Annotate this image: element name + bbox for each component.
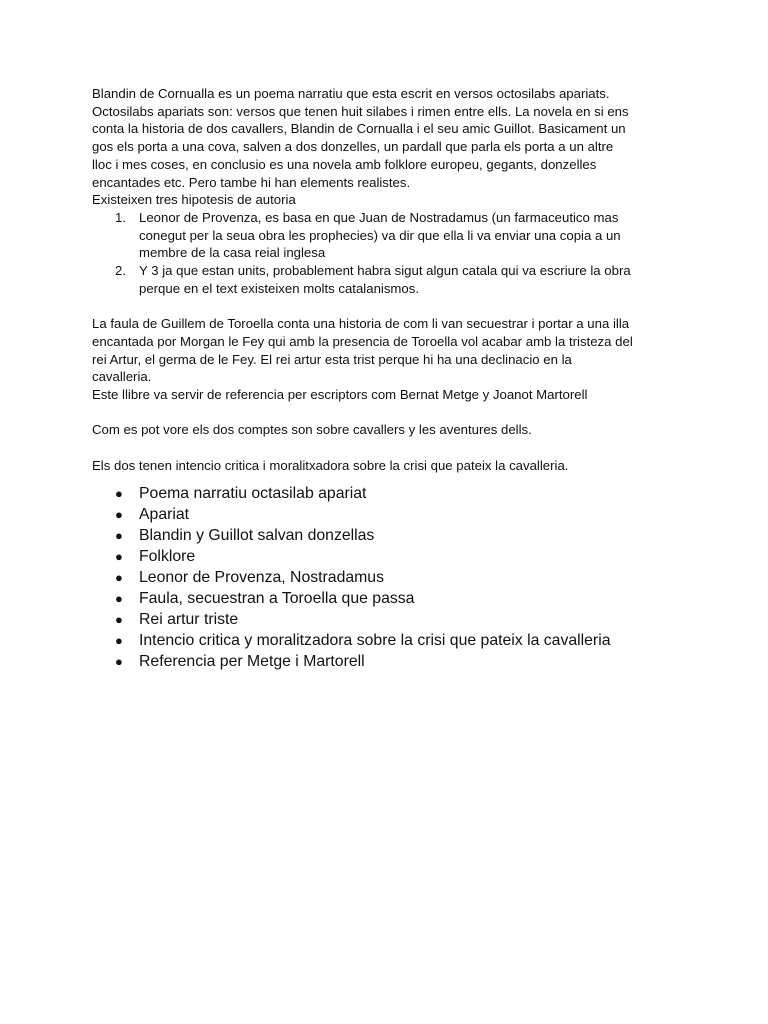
bullet-text: Leonor de Provenza, Nostradamus: [139, 569, 384, 587]
list-number: 1.: [115, 209, 126, 225]
text-line: cavalleria.: [92, 369, 152, 385]
text-line: Octosilabs apariats son: versos que tenen huit silabes i rimen entre ells. La novela en si ens: [92, 103, 629, 119]
text-line: conegut per la seua obra les prophecies) va dir que ella li va enviar una copia a un: [139, 227, 621, 243]
bullet-icon: ●: [115, 611, 123, 627]
text-line: Y 3 ja que estan units, probablement habra sigut algun catala qui va escriure la obra: [139, 263, 631, 279]
bullet-icon: ●: [115, 486, 123, 502]
bullet-text: Folklore: [139, 548, 196, 566]
bullet-icon: ●: [115, 590, 123, 606]
text-line: lloc i mes coses, en conclusio es una novela amb folklore europeu, gegants, donzelles: [92, 156, 597, 172]
intro-paragraph: [92, 85, 682, 209]
list-item: [92, 589, 682, 610]
paragraph-spacer: [92, 404, 682, 422]
paragraph-spacer: [92, 439, 682, 457]
bullet-text: Apariat: [139, 506, 190, 524]
bullet-text: Blandin y Guillot salvan donzellas: [139, 527, 375, 545]
bullet-text: Rei artur triste: [139, 610, 239, 628]
text-line: Este llibre va servir de referencia per escriptors com Bernat Metge y Joanot Martorell: [92, 386, 588, 402]
list-item: [92, 610, 682, 631]
text-line: Existeixen tres hipotesis de autoria: [92, 192, 296, 208]
bullet-icon: ●: [115, 570, 123, 586]
text-line: perque en el text existeixen molts catalanismos.: [139, 280, 420, 296]
list-item: [92, 526, 682, 547]
text-line: Blandin de Cornualla es un poema narratiu que esta escrit en versos octosilabs apariats.: [92, 86, 610, 101]
bullet-icon: ●: [115, 528, 123, 544]
text-line: Leonor de Provenza, es basa en que Juan de Nostradamus (un farmaceutico mas: [139, 209, 619, 225]
bullet-icon: ●: [115, 653, 123, 669]
bullet-icon: ●: [115, 507, 123, 523]
list-item: [92, 484, 682, 505]
authorship-hypotheses-list: [92, 209, 682, 298]
comparison-paragraph: Com es pot vore els dos comptes son sobre cavallers y les aventures dells.: [92, 422, 532, 438]
text-line: encantades etc. Pero tambe hi han elements realistes.: [92, 174, 411, 190]
text-line: membre de la casa reial inglesa: [139, 245, 326, 261]
list-item: [92, 568, 682, 589]
paragraph-spacer: [92, 297, 682, 315]
bullet-text: Faula, secuestran a Toroella que passa: [139, 589, 415, 607]
summary-bullet-list: [92, 484, 682, 672]
faula-paragraph: [92, 315, 682, 404]
text-line: encantada por Morgan le Fey qui amb la presencia de Toroella vol acabar amb la tristeza del: [92, 333, 633, 349]
list-item: [92, 547, 682, 568]
bullet-icon: ●: [115, 632, 123, 648]
bullet-text: Intencio critica y moralitzadora sobre la crisi que pateix la cavalleria: [139, 631, 611, 649]
bullet-icon: ●: [115, 549, 123, 565]
text-line: rei Artur, el germa de le Fey. El rei artur esta trist perque hi ha una declinacio en la: [92, 351, 572, 367]
text-line: gos els porta a una cova, salven a dos donzelles, un pardall que parla els porta a un altre: [92, 139, 614, 155]
list-item: [92, 652, 682, 673]
list-item: [92, 505, 682, 526]
list-item: [92, 262, 682, 297]
text-line: La faula de Guillem de Toroella conta una historia de com li van secuestrar i portar a una illa: [92, 316, 630, 332]
document-page: [92, 85, 682, 673]
list-number: 2.: [115, 263, 126, 279]
list-item: [92, 631, 682, 652]
text-line: conta la historia de dos cavallers, Blandin de Cornualla i el seu amic Guillot. Basicament un: [92, 121, 626, 137]
bullet-text: Poema narratiu octasilab apariat: [139, 485, 367, 503]
list-item: [92, 209, 682, 262]
bullet-text: Referencia per Metge i Martorell: [139, 652, 365, 670]
critique-paragraph: Els dos tenen intencio critica i moralitxadora sobre la crisi que pateix la cavalleria.: [92, 457, 569, 473]
